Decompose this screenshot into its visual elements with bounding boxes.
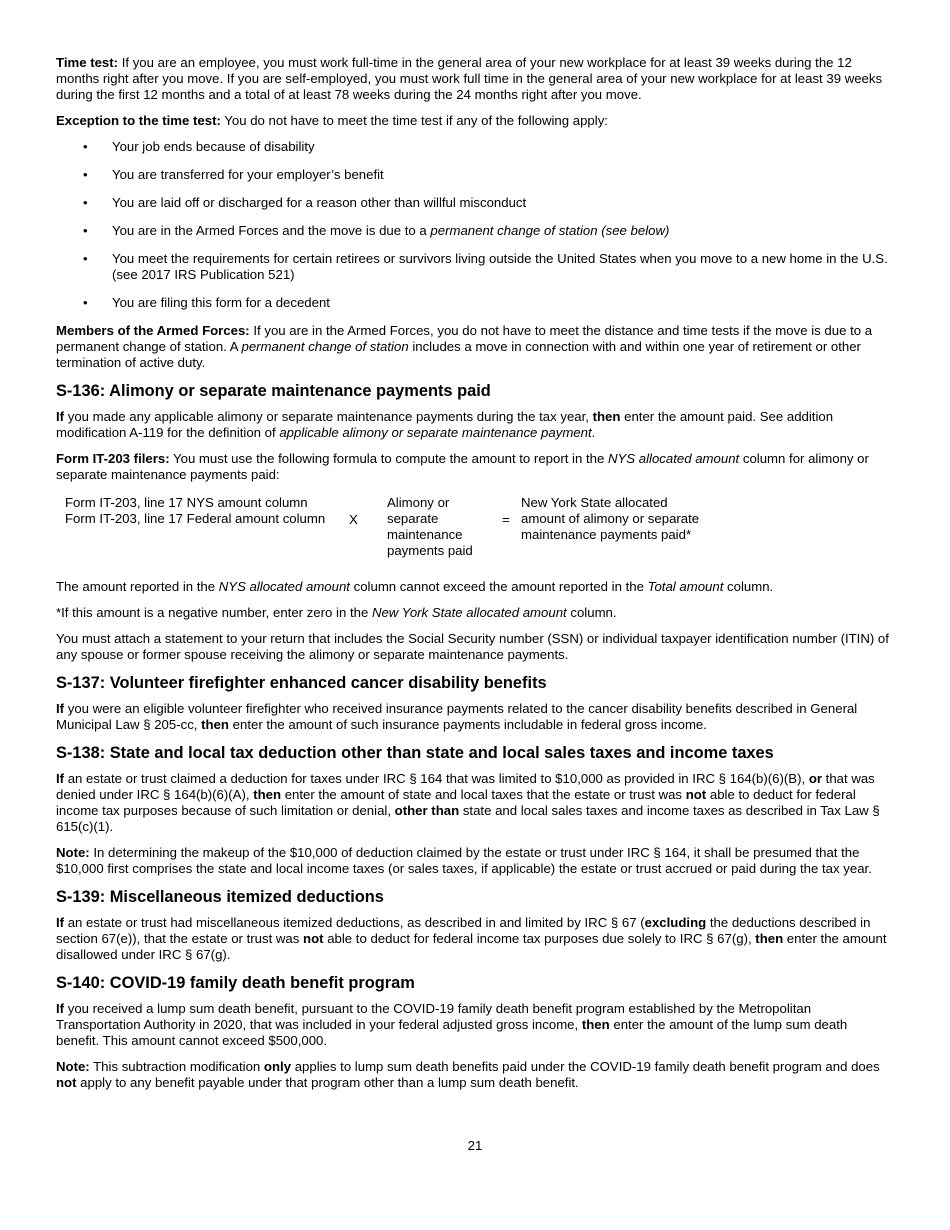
formula-numerator: Form IT-203, line 17 NYS amount column bbox=[65, 495, 308, 510]
s138-note: Note: In determining the makeup of the $10,000 of deduction claimed by the estate or trust under IRC § 164, it shall be presumed that the $10,000 first comprises the state and local income taxes (or sales taxes, if applicable) the estate or trust accrued or paid during the tax year. bbox=[56, 845, 872, 876]
s137-heading: S-137: Volunteer firefighter enhanced cancer disability benefits bbox=[56, 674, 547, 692]
bullet-icon: • bbox=[83, 195, 88, 210]
s136-paragraph: If you made any applicable alimony or separate maintenance payments during the tax year, then enter the amount paid. See addition modification A-119 for the definition of applicable alimony or separate maintenance payment. bbox=[56, 409, 834, 440]
document-page bbox=[56, 55, 894, 1101]
formula-times: X bbox=[349, 512, 358, 527]
s139-paragraph: If an estate or trust had miscellaneous itemized deductions, as described in and limited by IRC § 67 (excluding the deductions described in section 67(e)), that the estate or trust was not able to deduct for federal income tax purposes due solely to IRC § 67(g), then enter the amount disallowed under IRC § 67(g). bbox=[56, 915, 887, 962]
list-item: • You meet the requirements for certain retirees or survivors living outside the United States when you move to a new home in the U.S. (see 2017 IRS Publication 521) bbox=[83, 251, 888, 282]
s140-note: Note: This subtraction modification only applies to lump sum death benefits paid under the COVID-19 family death benefit program and does not apply to any benefit payable under that program other than a lump sum death benefit. bbox=[56, 1059, 880, 1090]
s136-limit-paragraph: The amount reported in the NYS allocated amount column cannot exceed the amount reported in the Total amount column. bbox=[56, 579, 774, 594]
exception-list bbox=[56, 139, 894, 311]
formula-denominator: Form IT-203, line 17 Federal amount column bbox=[65, 511, 326, 526]
time-test-paragraph: Time test: If you are an employee, you must work full-time in the general area of your new workplace for at least 39 weeks during the 12 months right after you move. If you are self-employed, you must work full time in the general area of your new workplace for at least 39 weeks during the first 12 months and a total of at least 78 weeks during the 24 months right after you move. bbox=[56, 55, 883, 102]
s140-heading: S-140: COVID-19 family death benefit program bbox=[56, 974, 415, 992]
exception-paragraph: Exception to the time test: You do not have to meet the time test if any of the following apply: bbox=[56, 113, 608, 128]
s137-paragraph: If you were an eligible volunteer firefighter who received insurance payments related to the cancer disability benefits described in General Municipal Law § 205-cc, then enter the amount of such insurance payments includable in federal gross income. bbox=[56, 701, 858, 732]
s136-heading: S-136: Alimony or separate maintenance payments paid bbox=[56, 382, 491, 400]
formula-equals: = bbox=[502, 512, 510, 527]
armed-forces-paragraph: Members of the Armed Forces: If you are in the Armed Forces, you do not have to meet the distance and time tests if the move is due to a permanent change of station. A permanent change of station includes a move in connection with and within one year of retirement or other termination of active duty. bbox=[56, 323, 873, 370]
formula-result: New York State allocated amount of alimony or separate maintenance payments paid* bbox=[521, 495, 700, 542]
bullet-icon: • bbox=[83, 223, 88, 238]
list-item: • You are in the Armed Forces and the move is due to a permanent change of station (see below) bbox=[83, 223, 670, 238]
list-item: • Your job ends because of disability bbox=[83, 139, 315, 154]
s136-negative-paragraph: *If this amount is a negative number, enter zero in the New York State allocated amount column. bbox=[56, 605, 617, 620]
s138-heading: S-138: State and local tax deduction other than state and local sales taxes and income taxes bbox=[56, 744, 774, 762]
formula-fraction bbox=[65, 495, 349, 527]
bullet-icon: • bbox=[83, 139, 88, 154]
allocation-formula bbox=[65, 495, 894, 559]
bullet-icon: • bbox=[83, 295, 88, 310]
bullet-icon: • bbox=[83, 167, 88, 182]
s136-statement-paragraph: You must attach a statement to your return that includes the Social Security number (SSN) or individual taxpayer identification number (ITIN) of any spouse or former spouse receiving the alimony or separate maintenance payments. bbox=[56, 631, 889, 662]
bullet-icon: • bbox=[83, 251, 88, 266]
formula-multiplier: Alimony or separate maintenance payments paid bbox=[387, 495, 473, 558]
s138-paragraph: If an estate or trust claimed a deduction for taxes under IRC § 164 that was limited to $10,000 as provided in IRC § 164(b)(6)(B), or that was denied under IRC § 164(b)(6)(A), then enter the amount of state and local taxes that the estate or trust was not able to deduct for federal income tax purposes because of such limitation or denial, other than state and local sales taxes and income taxes as described in Tax Law § 615(c)(1). bbox=[56, 771, 880, 834]
s140-paragraph: If you received a lump sum death benefit, pursuant to the COVID-19 family death benefit program established by the Metropolitan Transportation Authority in 2020, that was included in your federal adjusted gross income, then enter the amount of the lump sum death benefit. This amount cannot exceed $500,000. bbox=[56, 1001, 848, 1048]
list-item: • You are filing this form for a decedent bbox=[83, 295, 330, 310]
list-item: • You are laid off or discharged for a reason other than willful misconduct bbox=[83, 195, 527, 210]
it203-paragraph: Form IT-203 filers: You must use the following formula to compute the amount to report in the NYS allocated amount column for alimony or separate maintenance payments paid: bbox=[56, 451, 869, 482]
list-item: • You are transferred for your employer’s benefit bbox=[83, 167, 384, 182]
page-number: 21 bbox=[467, 1138, 483, 1153]
s139-heading: S-139: Miscellaneous itemized deductions bbox=[56, 888, 384, 906]
